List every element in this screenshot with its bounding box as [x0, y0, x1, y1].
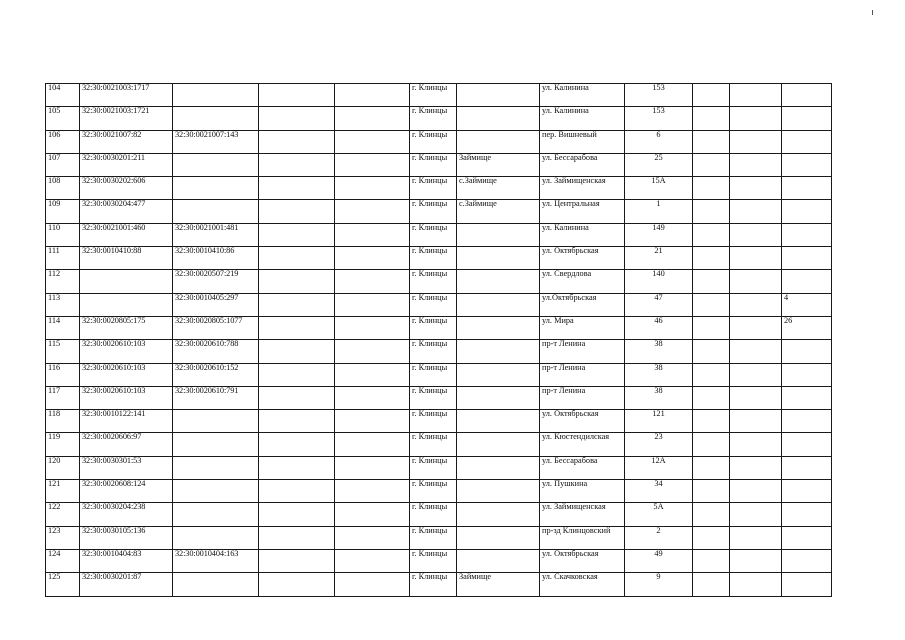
row-number-cell: 107 [46, 153, 80, 176]
street-cell: ул. Октябрьская [540, 410, 625, 433]
street-cell: ул.Октябрьская [540, 293, 625, 316]
row-number-cell: 104 [46, 84, 80, 107]
property-registry-table [45, 83, 832, 597]
empty-cell [259, 293, 335, 316]
row-number-cell: 105 [46, 107, 80, 130]
locality-cell [457, 480, 540, 503]
empty-cell [730, 270, 782, 293]
row-number-cell: 114 [46, 316, 80, 339]
empty-cell [335, 107, 410, 130]
city-cell: г. Клинцы [410, 223, 457, 246]
house-number-cell: 12А [625, 456, 693, 479]
empty-cell [259, 340, 335, 363]
building-cadastral-number-cell: 32:30:0020610:788 [173, 340, 259, 363]
cadastral-number-cell: 32:30:0020606:97 [80, 433, 173, 456]
street-cell: ул. Калинина [540, 107, 625, 130]
house-number-cell: 38 [625, 386, 693, 409]
empty-cell [335, 480, 410, 503]
empty-cell [693, 340, 730, 363]
street-cell: пр-т Ленина [540, 340, 625, 363]
street-cell: ул. Займищенская [540, 503, 625, 526]
empty-cell [693, 456, 730, 479]
empty-cell [259, 84, 335, 107]
empty-cell [259, 363, 335, 386]
house-number-cell: 23 [625, 433, 693, 456]
city-cell: г. Клинцы [410, 573, 457, 596]
street-cell: ул. Мира [540, 316, 625, 339]
table-body [46, 84, 832, 597]
city-cell: г. Клинцы [410, 363, 457, 386]
row-number-cell: 108 [46, 177, 80, 200]
empty-cell [693, 177, 730, 200]
row-number-cell: 123 [46, 526, 80, 549]
cadastral-number-cell: 32:30:0021001:460 [80, 223, 173, 246]
row-number-cell: 116 [46, 363, 80, 386]
cadastral-number-cell [80, 293, 173, 316]
row-number-cell: 122 [46, 503, 80, 526]
locality-cell [457, 316, 540, 339]
apartment-number-cell [782, 84, 832, 107]
table-row [46, 386, 832, 409]
house-number-cell: 38 [625, 340, 693, 363]
empty-cell [730, 107, 782, 130]
locality-cell [457, 84, 540, 107]
building-cadastral-number-cell: 32:30:0021007:143 [173, 130, 259, 153]
city-cell: г. Клинцы [410, 410, 457, 433]
empty-cell [730, 526, 782, 549]
apartment-number-cell [782, 177, 832, 200]
apartment-number-cell [782, 130, 832, 153]
table-row [46, 84, 832, 107]
building-cadastral-number-cell [173, 433, 259, 456]
cadastral-number-cell: 32:30:0030204:238 [80, 503, 173, 526]
cadastral-number-cell: 32:30:0020608:124 [80, 480, 173, 503]
empty-cell [259, 200, 335, 223]
city-cell: г. Клинцы [410, 480, 457, 503]
empty-cell [693, 153, 730, 176]
city-cell: г. Клинцы [410, 340, 457, 363]
locality-cell [457, 526, 540, 549]
cadastral-number-cell: 32:30:0020610:103 [80, 340, 173, 363]
table-row [46, 177, 832, 200]
apartment-number-cell [782, 386, 832, 409]
row-number-cell: 113 [46, 293, 80, 316]
apartment-number-cell [782, 153, 832, 176]
empty-cell [730, 456, 782, 479]
locality-cell [457, 503, 540, 526]
empty-cell [730, 153, 782, 176]
empty-cell [693, 223, 730, 246]
street-cell: пр-т Ленина [540, 363, 625, 386]
empty-cell [259, 410, 335, 433]
table-row [46, 153, 832, 176]
apartment-number-cell [782, 340, 832, 363]
table-row [46, 247, 832, 270]
empty-cell [693, 84, 730, 107]
table-row [46, 573, 832, 596]
house-number-cell: 153 [625, 107, 693, 130]
empty-cell [693, 386, 730, 409]
empty-cell [730, 433, 782, 456]
street-cell: пер. Вишневый [540, 130, 625, 153]
house-number-cell: 2 [625, 526, 693, 549]
cadastral-number-cell: 32:30:0021007:82 [80, 130, 173, 153]
locality-cell: с.Займище [457, 200, 540, 223]
apartment-number-cell [782, 503, 832, 526]
locality-cell [457, 363, 540, 386]
empty-cell [335, 316, 410, 339]
empty-cell [730, 573, 782, 596]
empty-cell [693, 573, 730, 596]
street-cell: пр-зд Клинцовский [540, 526, 625, 549]
empty-cell [335, 503, 410, 526]
building-cadastral-number-cell [173, 177, 259, 200]
empty-cell [693, 549, 730, 572]
street-cell: ул. Бессарабова [540, 153, 625, 176]
building-cadastral-number-cell [173, 84, 259, 107]
building-cadastral-number-cell [173, 107, 259, 130]
empty-cell [730, 316, 782, 339]
empty-cell [259, 549, 335, 572]
row-number-cell: 124 [46, 549, 80, 572]
locality-cell [457, 293, 540, 316]
cadastral-number-cell: 32:30:0021003:1721 [80, 107, 173, 130]
empty-cell [335, 223, 410, 246]
row-number-cell: 119 [46, 433, 80, 456]
empty-cell [335, 456, 410, 479]
building-cadastral-number-cell: 32:30:0010410:86 [173, 247, 259, 270]
street-cell: ул. Свердлова [540, 270, 625, 293]
apartment-number-cell [782, 410, 832, 433]
apartment-number-cell [782, 270, 832, 293]
house-number-cell: 15А [625, 177, 693, 200]
building-cadastral-number-cell [173, 153, 259, 176]
empty-cell [693, 107, 730, 130]
city-cell: г. Клинцы [410, 549, 457, 572]
building-cadastral-number-cell [173, 503, 259, 526]
row-number-cell: 106 [46, 130, 80, 153]
locality-cell: Займище [457, 573, 540, 596]
locality-cell [457, 270, 540, 293]
row-number-cell: 111 [46, 247, 80, 270]
empty-cell [259, 130, 335, 153]
house-number-cell: 140 [625, 270, 693, 293]
building-cadastral-number-cell [173, 526, 259, 549]
building-cadastral-number-cell: 32:30:0021001:481 [173, 223, 259, 246]
empty-cell [259, 107, 335, 130]
street-cell: ул. Скачковская [540, 573, 625, 596]
apartment-number-cell [782, 549, 832, 572]
empty-cell [335, 177, 410, 200]
city-cell: г. Клинцы [410, 130, 457, 153]
empty-cell [259, 247, 335, 270]
empty-cell [730, 340, 782, 363]
empty-cell [693, 410, 730, 433]
table-row [46, 526, 832, 549]
street-cell: ул. Октябрьская [540, 247, 625, 270]
empty-cell [259, 456, 335, 479]
locality-cell [457, 549, 540, 572]
empty-cell [335, 270, 410, 293]
empty-cell [335, 130, 410, 153]
house-number-cell: 153 [625, 84, 693, 107]
street-cell: ул. Калинина [540, 84, 625, 107]
apartment-number-cell [782, 223, 832, 246]
empty-cell [259, 177, 335, 200]
building-cadastral-number-cell: 32:30:0020610:152 [173, 363, 259, 386]
locality-cell [457, 410, 540, 433]
empty-cell [335, 433, 410, 456]
row-number-cell: 112 [46, 270, 80, 293]
empty-cell [335, 526, 410, 549]
locality-cell [457, 433, 540, 456]
building-cadastral-number-cell [173, 456, 259, 479]
apartment-number-cell [782, 363, 832, 386]
house-number-cell: 47 [625, 293, 693, 316]
city-cell: г. Клинцы [410, 84, 457, 107]
building-cadastral-number-cell: 32:30:0020610:791 [173, 386, 259, 409]
cadastral-number-cell: 32:30:0020805:175 [80, 316, 173, 339]
house-number-cell: 121 [625, 410, 693, 433]
house-number-cell: 1 [625, 200, 693, 223]
empty-cell [335, 573, 410, 596]
empty-cell [730, 293, 782, 316]
apartment-number-cell [782, 200, 832, 223]
empty-cell [259, 573, 335, 596]
scan-speck [872, 10, 873, 15]
city-cell: г. Клинцы [410, 200, 457, 223]
apartment-number-cell [782, 247, 832, 270]
locality-cell [457, 386, 540, 409]
cadastral-number-cell: 32:30:0020610:103 [80, 386, 173, 409]
street-cell: ул. Центральная [540, 200, 625, 223]
empty-cell [259, 386, 335, 409]
city-cell: г. Клинцы [410, 107, 457, 130]
empty-cell [693, 270, 730, 293]
locality-cell [457, 340, 540, 363]
house-number-cell: 46 [625, 316, 693, 339]
cadastral-number-cell: 32:30:0030202:606 [80, 177, 173, 200]
empty-cell [730, 130, 782, 153]
house-number-cell: 5А [625, 503, 693, 526]
empty-cell [730, 480, 782, 503]
street-cell: ул. Пушкина [540, 480, 625, 503]
locality-cell [457, 456, 540, 479]
building-cadastral-number-cell [173, 573, 259, 596]
building-cadastral-number-cell: 32:30:0020507:219 [173, 270, 259, 293]
house-number-cell: 21 [625, 247, 693, 270]
empty-cell [259, 316, 335, 339]
building-cadastral-number-cell: 32:30:0010404:163 [173, 549, 259, 572]
table-row [46, 130, 832, 153]
city-cell: г. Клинцы [410, 177, 457, 200]
empty-cell [730, 247, 782, 270]
empty-cell [259, 153, 335, 176]
empty-cell [730, 177, 782, 200]
table-row [46, 363, 832, 386]
table-row [46, 293, 832, 316]
table-row [46, 480, 832, 503]
row-number-cell: 118 [46, 410, 80, 433]
empty-cell [259, 223, 335, 246]
empty-cell [259, 526, 335, 549]
cadastral-number-cell: 32:30:0030105:136 [80, 526, 173, 549]
building-cadastral-number-cell: 32:30:0010405:297 [173, 293, 259, 316]
table-row [46, 223, 832, 246]
table-row [46, 340, 832, 363]
building-cadastral-number-cell [173, 200, 259, 223]
empty-cell [730, 223, 782, 246]
row-number-cell: 115 [46, 340, 80, 363]
row-number-cell: 121 [46, 480, 80, 503]
city-cell: г. Клинцы [410, 153, 457, 176]
cadastral-number-cell: 32:30:0030301:53 [80, 456, 173, 479]
table-row [46, 107, 832, 130]
empty-cell [693, 130, 730, 153]
row-number-cell: 109 [46, 200, 80, 223]
building-cadastral-number-cell: 32:30:0020805:1077 [173, 316, 259, 339]
apartment-number-cell: 26 [782, 316, 832, 339]
locality-cell [457, 247, 540, 270]
cadastral-number-cell: 32:30:0030204:477 [80, 200, 173, 223]
house-number-cell: 6 [625, 130, 693, 153]
apartment-number-cell [782, 107, 832, 130]
city-cell: г. Клинцы [410, 247, 457, 270]
empty-cell [693, 433, 730, 456]
house-number-cell: 38 [625, 363, 693, 386]
locality-cell [457, 107, 540, 130]
city-cell: г. Клинцы [410, 316, 457, 339]
empty-cell [730, 200, 782, 223]
empty-cell [335, 410, 410, 433]
street-cell: ул. Бессарабова [540, 456, 625, 479]
empty-cell [259, 503, 335, 526]
empty-cell [730, 410, 782, 433]
empty-cell [335, 363, 410, 386]
city-cell: г. Клинцы [410, 270, 457, 293]
empty-cell [335, 200, 410, 223]
city-cell: г. Клинцы [410, 456, 457, 479]
cadastral-number-cell: 32:30:0020610:103 [80, 363, 173, 386]
empty-cell [730, 503, 782, 526]
apartment-number-cell [782, 573, 832, 596]
city-cell: г. Клинцы [410, 526, 457, 549]
row-number-cell: 120 [46, 456, 80, 479]
cadastral-number-cell: 32:30:0010122:141 [80, 410, 173, 433]
cadastral-number-cell: 32:30:0021003:1717 [80, 84, 173, 107]
apartment-number-cell [782, 480, 832, 503]
empty-cell [259, 270, 335, 293]
row-number-cell: 125 [46, 573, 80, 596]
empty-cell [693, 480, 730, 503]
empty-cell [730, 363, 782, 386]
empty-cell [693, 363, 730, 386]
empty-cell [259, 433, 335, 456]
building-cadastral-number-cell [173, 410, 259, 433]
empty-cell [335, 340, 410, 363]
empty-cell [335, 84, 410, 107]
row-number-cell: 117 [46, 386, 80, 409]
table-row [46, 503, 832, 526]
apartment-number-cell [782, 433, 832, 456]
empty-cell [730, 549, 782, 572]
empty-cell [693, 247, 730, 270]
empty-cell [693, 503, 730, 526]
table-row [46, 433, 832, 456]
locality-cell [457, 223, 540, 246]
locality-cell: Займище [457, 153, 540, 176]
empty-cell [693, 200, 730, 223]
empty-cell [730, 84, 782, 107]
table-row [46, 316, 832, 339]
cadastral-number-cell: 32:30:0030201:211 [80, 153, 173, 176]
street-cell: ул. Октябрьская [540, 549, 625, 572]
city-cell: г. Клинцы [410, 433, 457, 456]
empty-cell [730, 386, 782, 409]
empty-cell [335, 247, 410, 270]
table-row [46, 456, 832, 479]
city-cell: г. Клинцы [410, 503, 457, 526]
table-row [46, 410, 832, 433]
cadastral-number-cell: 32:30:0010410:88 [80, 247, 173, 270]
locality-cell: с.Займище [457, 177, 540, 200]
row-number-cell: 110 [46, 223, 80, 246]
empty-cell [693, 316, 730, 339]
building-cadastral-number-cell [173, 480, 259, 503]
cadastral-number-cell: 32:30:0010404:83 [80, 549, 173, 572]
apartment-number-cell [782, 456, 832, 479]
empty-cell [259, 480, 335, 503]
city-cell: г. Клинцы [410, 386, 457, 409]
street-cell: пр-т Ленина [540, 386, 625, 409]
house-number-cell: 9 [625, 573, 693, 596]
house-number-cell: 149 [625, 223, 693, 246]
apartment-number-cell: 4 [782, 293, 832, 316]
street-cell: ул. Займищенская [540, 177, 625, 200]
street-cell: ул. Кюстендилская [540, 433, 625, 456]
locality-cell [457, 130, 540, 153]
table-row [46, 200, 832, 223]
empty-cell [335, 386, 410, 409]
empty-cell [335, 549, 410, 572]
empty-cell [335, 293, 410, 316]
house-number-cell: 49 [625, 549, 693, 572]
apartment-number-cell [782, 526, 832, 549]
table-row [46, 270, 832, 293]
cadastral-number-cell [80, 270, 173, 293]
house-number-cell: 34 [625, 480, 693, 503]
empty-cell [335, 153, 410, 176]
city-cell: г. Клинцы [410, 293, 457, 316]
empty-cell [693, 526, 730, 549]
empty-cell [693, 293, 730, 316]
cadastral-number-cell: 32:30:0030201:87 [80, 573, 173, 596]
table-row [46, 549, 832, 572]
street-cell: ул. Калинина [540, 223, 625, 246]
house-number-cell: 25 [625, 153, 693, 176]
